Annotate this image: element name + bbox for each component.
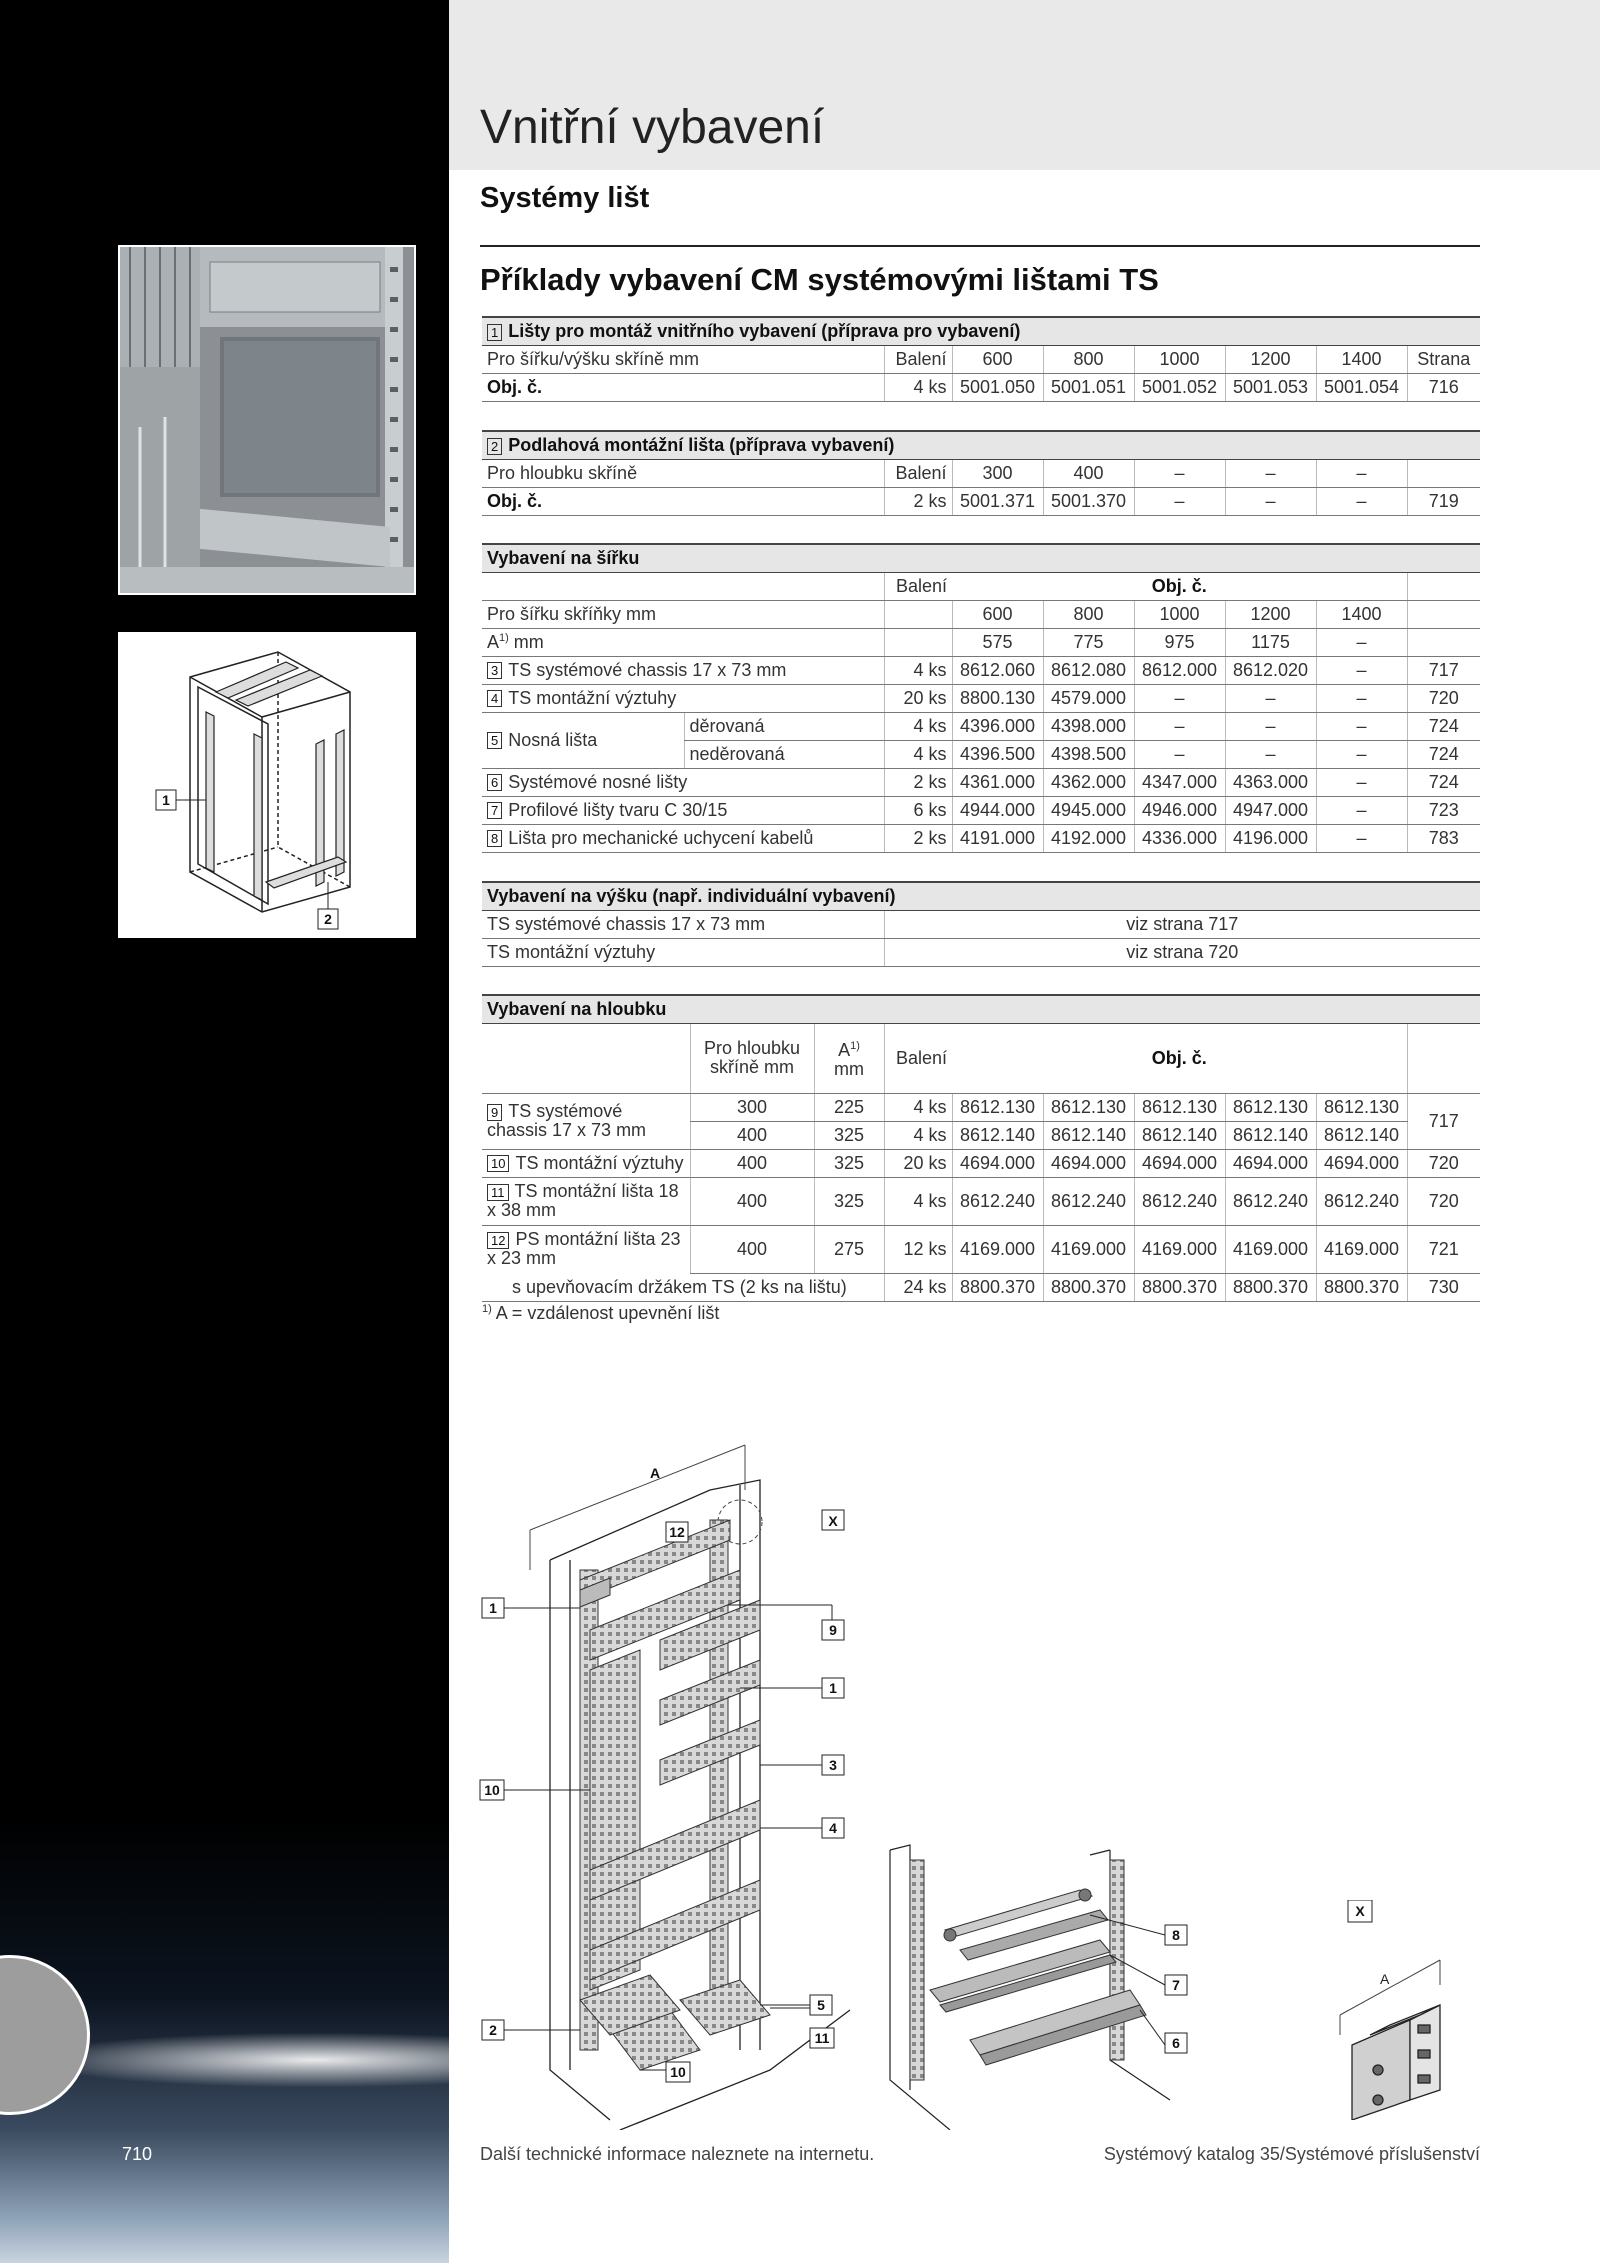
table-row: Pro šířku skříňky mm 600 800 1000 1200 1400 [482, 600, 1480, 628]
assembly-callout-1b: 1 [829, 1680, 837, 1696]
schematic-callout-1: 1 [162, 792, 170, 808]
section-title: Příklady vybavení CM systémovými lištami TS [480, 262, 1159, 297]
detail-dim-a: A [1380, 1971, 1390, 1987]
table-row: Pro hloubku skříně Balení 300 400 – – – [482, 459, 1480, 487]
table-row: 3 TS systémové chassis 17 x 73 mm 4 ks 8612.060 8612.080 8612.000 8612.020 – 717 [482, 656, 1480, 684]
table-row: $A^{1)}$ mm 575 775 975 1175 – [482, 628, 1480, 656]
table-row: 11 TS montážní lišta 18 x 38 mm 400 325 4 ks 8612.240 8612.240 8612.240 8612.240 8612.240 720 [482, 1177, 1480, 1225]
detail-callout-6: 6 [1172, 2035, 1180, 2051]
table-row: 12 PS montážní lišta 23 x 23 mm 400 275 12 ks 4169.000 4169.000 4169.000 4169.000 4169.000 721 [482, 1225, 1480, 1273]
table-title: Lišty pro montáž vnitřního vybavení (příprava pro vybavení) [508, 320, 1021, 341]
assembly-callout-12: 12 [669, 1524, 685, 1540]
table-title: Vybavení na šířku [482, 544, 1480, 572]
table-floor-rail [482, 430, 1480, 516]
page-subtitle: Systémy lišt [480, 182, 650, 214]
assembly-callout-3: 3 [829, 1757, 837, 1773]
header-rule [480, 245, 1480, 247]
table-row: neděrovaná 4 ks 4396.500 4398.500 – – – 724 [482, 740, 1480, 768]
dim-a-label: A [650, 1465, 661, 1481]
table-row: 5 Nosná lišta děrovaná 4 ks 4396.000 4398.000 – – – 724 [482, 712, 1480, 740]
table-header [482, 431, 1480, 459]
item-number: 2 [487, 438, 502, 455]
cabinet-schematic [118, 632, 416, 938]
table-depth-equipment [482, 994, 1480, 1302]
table-height-equipment [482, 881, 1480, 967]
table-row: Obj. č. 2 ks 5001.371 5001.370 – – – 719 [482, 487, 1480, 515]
assembly-callout-5: 5 [817, 1997, 825, 2013]
table-title: Podlahová montážní lišta (příprava vybavení) [508, 434, 895, 455]
table-row: 7 Profilové lišty tvaru C 30/15 6 ks 4944.000 4945.000 4946.000 4947.000 – 723 [482, 796, 1480, 824]
row-label: Obj. č. [482, 373, 884, 401]
table-row: 10 TS montážní výztuhy 400 325 20 ks 4694.000 4694.000 4694.000 4694.000 4694.000 720 [482, 1149, 1480, 1177]
footer-right: Systémový katalog 35/Systémové příslušenství [1103, 2144, 1480, 2164]
table-row: Pro hloubku skříně mm $A^{1)}$ mm Balení Obj. č. [482, 1023, 1480, 1093]
page-number: 710 [122, 2144, 153, 2164]
detail-callout-7: 7 [1172, 1977, 1180, 1993]
detail-callout-8: 8 [1172, 1927, 1180, 1943]
assembly-callout-x: X [828, 1513, 838, 1529]
schematic-callout-2: 2 [324, 911, 332, 927]
row-label: Pro šířku/výšku skříně mm [482, 345, 884, 373]
page-title: Vnitřní vybavení [480, 101, 825, 154]
assembly-callout-11: 11 [814, 2030, 830, 2046]
footer-left: Další technické informace naleznete na internetu. [480, 2144, 875, 2164]
table-mounting-rails [482, 316, 1480, 402]
table-row: 8 Lišta pro mechanické uchycení kabelů 2 ks 4191.000 4192.000 4336.000 4196.000 – 783 [482, 824, 1480, 852]
assembly-callout-2: 2 [489, 2022, 497, 2038]
table-row: 400 325 4 ks 8612.140 8612.140 8612.140 8612.140 8612.140 [482, 1121, 1480, 1149]
detail-x-label: X [1355, 1903, 1365, 1919]
table-row: 9 TS systémové chassis 17 x 73 mm 300 225 4 ks 8612.130 8612.130 8612.130 8612.130 8612.130 717 [482, 1093, 1480, 1121]
table-row: Obj. č. 4 ks 5001.050 5001.051 5001.052 5001.053 5001.054 716 [482, 373, 1480, 401]
table-row: TS montážní výztuhy viz strana 720 [482, 938, 1480, 966]
assembly-callout-10b: 10 [670, 2064, 686, 2080]
dark-sidebar [0, 0, 449, 2263]
table-row: TS systémové chassis 17 x 73 mm viz strana 717 [482, 910, 1480, 938]
assembly-callout-10a: 10 [484, 1782, 500, 1798]
assembly-illustration [470, 1430, 890, 2130]
table-row: Balení Obj. č. [482, 572, 1480, 600]
table-row: s upevňovacím držákem TS (2 ks na lištu) 24 ks 8800.370 8800.370 8800.370 8800.370 8800.370 730 [482, 1273, 1480, 1301]
table-header [482, 317, 1480, 345]
table-row: 6 Systémové nosné lišty 2 ks 4361.000 4362.000 4347.000 4363.000 – 724 [482, 768, 1480, 796]
table-title: Vybavení na výšku (např. individuální vybavení) [482, 882, 1480, 910]
detail-x [1300, 1900, 1480, 2120]
assembly-callout-1a: 1 [489, 1600, 497, 1616]
assembly-callout-9: 9 [829, 1622, 837, 1638]
table-title: Vybavení na hloubku [482, 995, 1480, 1023]
item-number: 1 [487, 324, 502, 341]
cabinet-photo [118, 245, 416, 595]
assembly-callout-4: 4 [829, 1820, 837, 1836]
table-width-equipment [482, 543, 1480, 853]
cable-rail-detail [870, 1840, 1200, 2130]
table-row: 4 TS montážní výztuhy 20 ks 8800.130 4579.000 – – – 720 [482, 684, 1480, 712]
table-row: Pro šířku/výšku skříně mm Balení 600 800 1000 1200 1400 Strana [482, 345, 1480, 373]
footnote: $^{1)}$ A = vzdálenost upevnění lišt [482, 1303, 720, 1323]
